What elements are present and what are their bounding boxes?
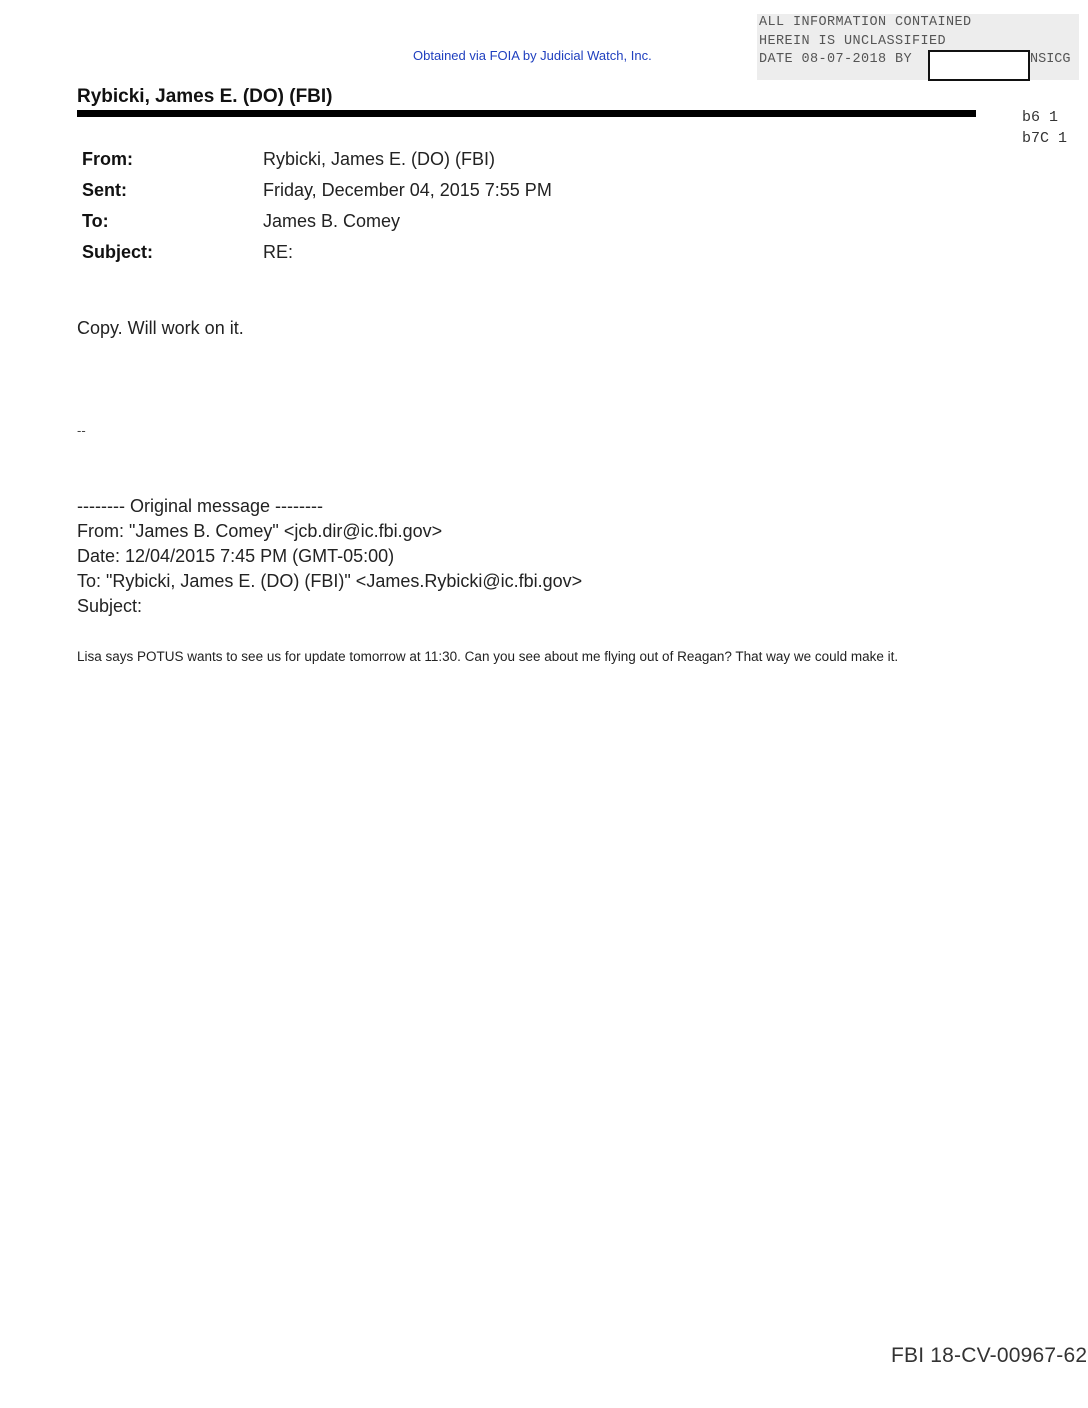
header-to-row	[82, 206, 552, 237]
original-message-divider: -------- Original message --------	[77, 496, 323, 516]
to-label: To:	[82, 211, 109, 231]
declassification-stamp	[757, 14, 1079, 80]
original-message-text: Lisa says POTUS wants to see us for update tomorrow at 11:30. Can you see about me flying out of Reagan? That way we could make it.	[77, 649, 899, 664]
sent-value: Friday, December 04, 2015 7:55 PM	[263, 180, 552, 200]
from-value: Rybicki, James E. (DO) (FBI)	[263, 149, 496, 169]
original-to: To: "Rybicki, James E. (DO) (FBI)" <James.Rybicki@ic.fbi.gov>	[77, 571, 583, 591]
exemption-code: b7C 1	[1022, 130, 1068, 147]
exemption-codes	[1022, 107, 1067, 149]
original-message	[77, 494, 582, 619]
from-label: From:	[82, 149, 133, 169]
header-from-row	[82, 144, 552, 175]
sent-label: Sent:	[82, 180, 127, 200]
original-from: From: "James B. Comey" <jcb.dir@ic.fbi.gov>	[77, 521, 443, 541]
redaction-box	[928, 50, 1030, 81]
bates-number: FBI 18-CV-00967-62	[891, 1344, 1088, 1367]
stamp-line-3: DATE 08-07-2018 BY	[759, 52, 913, 67]
exemption-code: b6 1	[1022, 109, 1059, 126]
stamp-line-1: ALL INFORMATION CONTAINED	[759, 15, 972, 30]
document-title: Rybicki, James E. (DO) (FBI)	[77, 86, 333, 107]
title-rule	[77, 110, 976, 117]
header-subject-row	[82, 237, 552, 268]
subject-value: RE:	[263, 242, 294, 262]
signature-separator: --	[77, 423, 86, 438]
email-headers	[82, 144, 552, 268]
subject-label: Subject:	[82, 242, 154, 262]
original-date: Date: 12/04/2015 7:45 PM (GMT-05:00)	[77, 546, 395, 566]
message-body: Copy. Will work on it.	[77, 318, 244, 338]
stamp-suffix: NSICG	[1030, 52, 1071, 67]
original-subject: Subject:	[77, 596, 143, 616]
header-sent-row	[82, 175, 552, 206]
foia-notice: Obtained via FOIA by Judicial Watch, Inc.	[413, 48, 652, 63]
stamp-line-2: HEREIN IS UNCLASSIFIED	[759, 33, 947, 49]
to-value: James B. Comey	[263, 211, 401, 231]
